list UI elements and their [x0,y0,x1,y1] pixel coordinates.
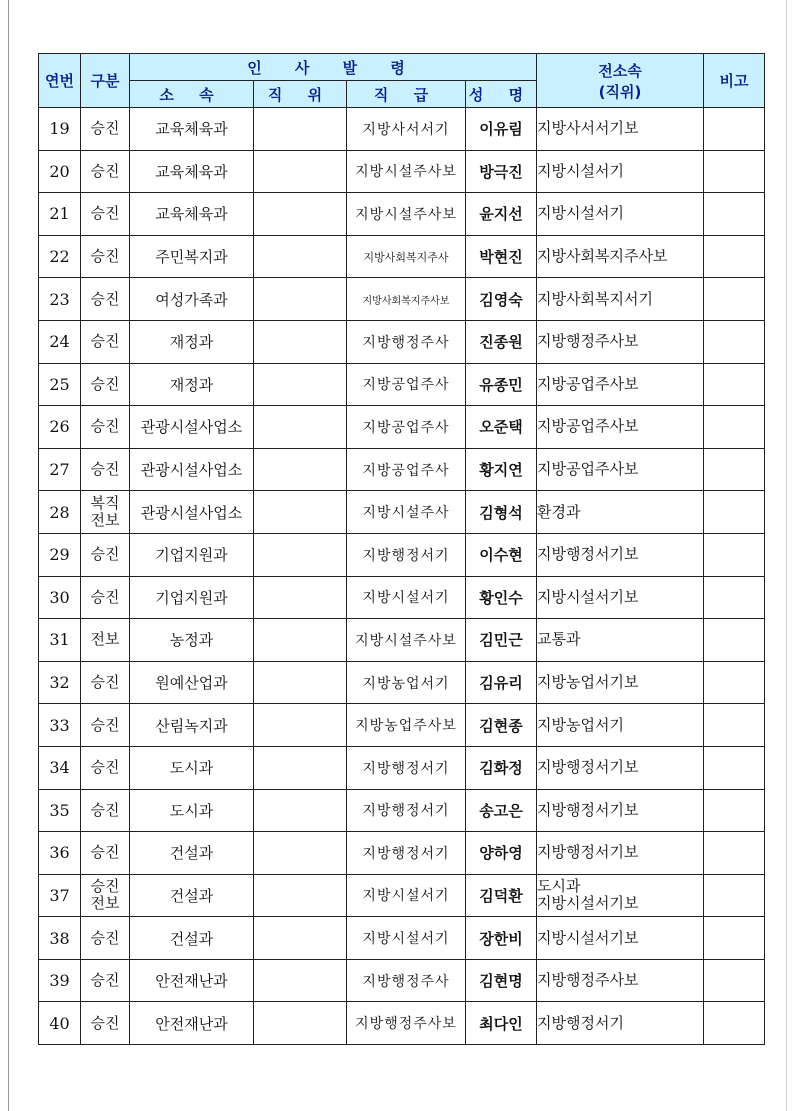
previous-department-cell [537,491,704,534]
type-cell [81,789,130,832]
serial-number-cell: 39 [39,959,81,1002]
position-cell [254,320,347,363]
type-cell [81,874,130,917]
note-cell [704,704,765,747]
grade-cell: 지방공업주사 [347,406,466,449]
previous-department-cell [537,320,704,363]
name-cell: 오준택 [466,406,537,449]
previous-department-text: 지방행정서기 [537,1013,624,1032]
previous-department-text: 지방시설서기보 [537,894,639,913]
name-cell: 양하영 [466,832,537,875]
serial-number-cell: 28 [39,491,81,534]
grade-cell: 지방시설주사보 [347,193,466,236]
note-cell [704,619,765,662]
previous-department-cell [537,832,704,875]
department-cell: 재정과 [130,320,254,363]
serial-number-cell: 30 [39,576,81,619]
type-cell [81,661,130,704]
serial-number-cell: 19 [39,108,81,151]
previous-department-cell [537,150,704,193]
type-cell [81,108,130,151]
table-row [39,193,765,236]
serial-number-cell: 36 [39,832,81,875]
table-row [39,278,765,321]
type-cell [81,235,130,278]
grade-cell: 지방시설주사보 [347,619,466,662]
previous-department-cell [537,533,704,576]
type-cell [81,320,130,363]
type-text: 승진 [90,715,120,734]
position-cell [254,619,347,662]
name-cell: 이유림 [466,108,537,151]
type-cell [81,576,130,619]
table-row [39,108,765,151]
department-cell: 원예산업과 [130,661,254,704]
department-cell: 산림녹지과 [130,704,254,747]
department-cell: 안전재난과 [130,959,254,1002]
table-row [39,874,765,917]
name-cell: 김화정 [466,746,537,789]
page-edge-left [8,0,9,1111]
name-cell: 황인수 [466,576,537,619]
name-cell: 김덕환 [466,874,537,917]
previous-department-cell [537,278,704,321]
type-cell [81,363,130,406]
position-cell [254,917,347,960]
department-cell: 교육체육과 [130,108,254,151]
position-cell [254,789,347,832]
note-cell [704,917,765,960]
grade-cell: 지방시설주사보 [347,150,466,193]
department-cell: 교육체육과 [130,150,254,193]
note-cell [704,235,765,278]
note-cell [704,1002,765,1045]
previous-department-cell [537,235,704,278]
position-cell [254,150,347,193]
note-cell [704,874,765,917]
serial-number-cell: 40 [39,1002,81,1045]
department-cell: 관광시설사업소 [130,491,254,534]
note-cell [704,363,765,406]
type-text: 승진 [90,460,120,479]
note-cell [704,448,765,491]
type-cell [81,746,130,789]
type-cell [81,193,130,236]
table-row [39,661,765,704]
type-text: 승진 [90,417,120,436]
name-cell: 이수현 [466,533,537,576]
grade-cell: 지방행정서기 [347,746,466,789]
table-row [39,704,765,747]
previous-department-cell [537,193,704,236]
table-row [39,832,765,875]
department-cell: 여성가족과 [130,278,254,321]
table-header [39,54,765,108]
previous-department-text: 지방공업주사보 [537,460,639,479]
note-cell [704,746,765,789]
previous-department-cell [537,661,704,704]
note-cell [704,491,765,534]
type-text: 승진 [90,843,120,862]
previous-department-cell [537,448,704,491]
name-cell: 진종원 [466,320,537,363]
note-cell [704,406,765,449]
grade-cell: 지방사서서기 [347,108,466,151]
note-cell [704,193,765,236]
name-cell: 김영숙 [466,278,537,321]
name-cell: 장한비 [466,917,537,960]
header-grade: 직 급 [347,81,466,108]
table-row [39,491,765,534]
note-cell [704,278,765,321]
previous-department-text: 환경과 [537,502,581,521]
previous-department-cell [537,363,704,406]
type-cell [81,917,130,960]
type-text: 승진 [90,1013,120,1032]
serial-number-cell: 32 [39,661,81,704]
department-cell: 교육체육과 [130,193,254,236]
previous-department-text: 지방행정서기보 [537,843,639,862]
type-cell [81,278,130,321]
type-text: 승진 [90,119,120,138]
previous-department-cell [537,406,704,449]
personnel-appointment-table [38,53,765,1045]
note-cell [704,832,765,875]
grade-cell: 지방사회복지주사 [347,235,466,278]
previous-department-text: 지방시설서기 [537,161,624,180]
serial-number-cell: 20 [39,150,81,193]
grade-cell: 지방행정주사 [347,959,466,1002]
serial-number-cell: 22 [39,235,81,278]
department-cell: 농정과 [130,619,254,662]
previous-department-text: 지방시설서기보 [537,587,639,606]
serial-number-cell: 31 [39,619,81,662]
previous-department-cell [537,789,704,832]
name-cell: 방극진 [466,150,537,193]
serial-number-cell: 37 [39,874,81,917]
note-cell [704,576,765,619]
department-cell: 주민복지과 [130,235,254,278]
department-cell: 기업지원과 [130,533,254,576]
previous-department-text: 지방사서서기보 [537,119,639,138]
type-text: 승진 [90,928,120,947]
type-text: 승진 [90,289,120,308]
name-cell: 황지연 [466,448,537,491]
previous-department-text: 지방행정서기보 [537,545,639,564]
grade-cell: 지방농업주사보 [347,704,466,747]
header-previous-line2: (직위) [598,82,642,101]
grade-cell: 지방시설서기 [347,576,466,619]
type-cell [81,406,130,449]
serial-number-cell: 35 [39,789,81,832]
position-cell [254,704,347,747]
department-cell: 관광시설사업소 [130,406,254,449]
grade-cell: 지방행정서기 [347,789,466,832]
grade-cell: 지방공업주사 [347,448,466,491]
position-cell [254,959,347,1002]
table-body [39,108,765,1045]
department-cell: 도시과 [130,789,254,832]
previous-department-text: 지방공업주사보 [537,374,639,393]
name-cell: 유종민 [466,363,537,406]
department-cell: 관광시설사업소 [130,448,254,491]
grade-cell: 지방농업서기 [347,661,466,704]
serial-number-cell: 34 [39,746,81,789]
note-cell [704,320,765,363]
type-text: 승진 [90,758,120,777]
position-cell [254,491,347,534]
table-row [39,917,765,960]
previous-department-cell [537,917,704,960]
position-cell [254,832,347,875]
note-cell [704,789,765,832]
type-cell [81,959,130,1002]
table-row [39,363,765,406]
department-cell: 건설과 [130,874,254,917]
table-row [39,576,765,619]
previous-department-text: 지방사회복지주사보 [537,247,668,266]
department-cell: 기업지원과 [130,576,254,619]
name-cell: 김현종 [466,704,537,747]
department-cell: 도시과 [130,746,254,789]
table-row [39,533,765,576]
type-text: 전보 [90,630,120,649]
type-cell [81,150,130,193]
type-text: 승진 [90,673,120,692]
header-serial-number: 연번 [39,54,81,108]
serial-number-cell: 21 [39,193,81,236]
table-row [39,150,765,193]
name-cell: 김형석 [466,491,537,534]
position-cell [254,193,347,236]
serial-number-cell: 26 [39,406,81,449]
type-text: 승진 [90,587,120,606]
type-text: 승진 [90,161,120,180]
name-cell: 김민근 [466,619,537,662]
position-cell [254,278,347,321]
name-cell: 김현명 [466,959,537,1002]
header-type: 구분 [81,54,130,108]
previous-department-text: 지방행정서기보 [537,800,639,819]
serial-number-cell: 38 [39,917,81,960]
previous-department-text: 지방시설서기보 [537,928,639,947]
name-cell: 박현진 [466,235,537,278]
note-cell [704,150,765,193]
name-cell: 최다인 [466,1002,537,1045]
serial-number-cell: 24 [39,320,81,363]
position-cell [254,448,347,491]
type-cell [81,491,130,534]
previous-department-text: 도시과 [537,877,581,896]
table-row [39,959,765,1002]
table-row [39,789,765,832]
previous-department-text: 교통과 [537,630,581,649]
type-cell [81,832,130,875]
department-cell: 건설과 [130,917,254,960]
grade-cell: 지방행정서기 [347,832,466,875]
previous-department-cell [537,746,704,789]
position-cell [254,108,347,151]
position-cell [254,235,347,278]
grade-cell: 지방행정서기 [347,533,466,576]
department-cell: 건설과 [130,832,254,875]
header-appointment-group: 인 사 발 령 [130,54,537,81]
previous-department-text: 지방사회복지서기 [537,289,653,308]
position-cell [254,533,347,576]
position-cell [254,874,347,917]
type-text: 승진 [90,800,120,819]
type-text: 승진 [90,971,120,990]
page-edge-right [786,0,787,1111]
grade-cell: 지방시설서기 [347,917,466,960]
previous-department-cell [537,959,704,1002]
serial-number-cell: 25 [39,363,81,406]
table-row [39,746,765,789]
table-row [39,320,765,363]
department-cell: 재정과 [130,363,254,406]
previous-department-cell [537,108,704,151]
type-text: 승진 [90,332,120,351]
serial-number-cell: 33 [39,704,81,747]
position-cell [254,576,347,619]
previous-department-text: 지방공업주사보 [537,417,639,436]
previous-department-text: 지방시설서기 [537,204,624,223]
previous-department-text: 지방행정주사보 [537,971,639,990]
note-cell [704,661,765,704]
grade-cell: 지방사회복지주사보 [347,278,466,321]
header-note: 비고 [704,54,765,108]
position-cell [254,661,347,704]
header-previous-line1: 전소속 [598,61,642,80]
type-text: 전보 [90,894,120,913]
note-cell [704,533,765,576]
grade-cell: 지방행정주사 [347,320,466,363]
position-cell [254,406,347,449]
name-cell: 송고은 [466,789,537,832]
type-text: 승진 [90,204,120,223]
previous-department-cell [537,619,704,662]
grade-cell: 지방시설주사 [347,491,466,534]
header-previous-department [537,54,704,108]
header-department: 소 속 [130,81,254,108]
type-text: 복직 [90,494,120,513]
header-name: 성 명 [466,81,537,108]
type-cell [81,619,130,662]
previous-department-cell [537,704,704,747]
table-row [39,619,765,662]
table-row [39,406,765,449]
header-position: 직 위 [254,81,347,108]
grade-cell: 지방행정주사보 [347,1002,466,1045]
previous-department-text: 지방농업서기보 [537,673,639,692]
previous-department-text: 지방행정주사보 [537,332,639,351]
position-cell [254,1002,347,1045]
previous-department-cell [537,1002,704,1045]
grade-cell: 지방시설서기 [347,874,466,917]
table-row [39,235,765,278]
type-text: 승진 [90,545,120,564]
serial-number-cell: 23 [39,278,81,321]
type-cell [81,1002,130,1045]
serial-number-cell: 29 [39,533,81,576]
note-cell [704,959,765,1002]
table-row [39,448,765,491]
type-text: 전보 [90,511,120,530]
type-cell [81,533,130,576]
name-cell: 윤지선 [466,193,537,236]
previous-department-text: 지방농업서기 [537,715,624,734]
previous-department-text: 지방행정서기보 [537,758,639,777]
type-text: 승진 [90,374,120,393]
table-row [39,1002,765,1045]
previous-department-cell [537,874,704,917]
serial-number-cell: 27 [39,448,81,491]
name-cell: 김유리 [466,661,537,704]
grade-cell: 지방공업주사 [347,363,466,406]
department-cell: 안전재난과 [130,1002,254,1045]
type-cell [81,704,130,747]
note-cell [704,108,765,151]
type-cell [81,448,130,491]
position-cell [254,746,347,789]
type-text: 승진 [90,247,120,266]
position-cell [254,363,347,406]
previous-department-cell [537,576,704,619]
type-text: 승진 [90,877,120,896]
